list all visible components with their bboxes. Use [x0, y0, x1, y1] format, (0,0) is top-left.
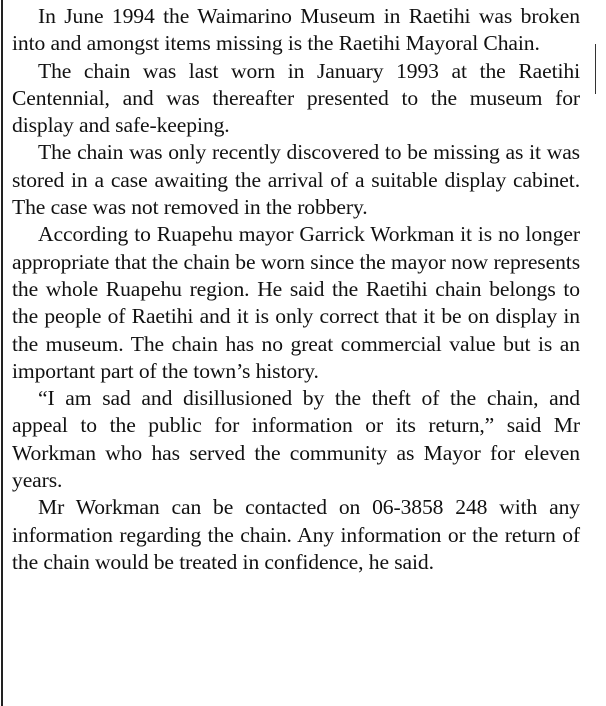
- paragraph-contact-info: Mr Workman can be contacted on 06-3858 248 with any information regarding the chain. Any information or the return of the chain would be treated in confidence, he said.: [12, 495, 580, 574]
- column-rule-right: [595, 44, 596, 94]
- column-rule-left: [1, 0, 3, 706]
- paragraph-chain-discovered-missing: The chain was only recently discovered to be missing as it was stored in a case awaiting the arrival of a suitable display cabinet. The case was not removed in the robbery.: [12, 140, 580, 220]
- paragraph-chain-last-worn: The chain was last worn in January 1993 at the Raetihi Centennial, and was thereafter presented to the museum for display and safe-keeping.: [12, 58, 580, 138]
- paragraph-museum-break-in: In June 1994 the Waimarino Museum in Raetihi was broken into and amongst items missing is the Raetihi Mayoral Chain.: [12, 4, 580, 56]
- paragraph-mayor-statement: According to Ruapehu mayor Garrick Workman it is no longer appropriate that the chain be worn since the mayor now represents the whole Ruapehu region. He said the Raetihi chain belongs to the people of Raetihi and it is only correct that it be on display in the museum. The chain has no great commercial value but is an important part of the town’s history.: [12, 222, 580, 383]
- article-body: [12, 3, 580, 576]
- paragraph-mayor-quote: “I am sad and disillusioned by the theft of the chain, and appeal to the public for information or its return,” said Mr Workman who has served the community as Mayor for eleven years.: [12, 386, 580, 493]
